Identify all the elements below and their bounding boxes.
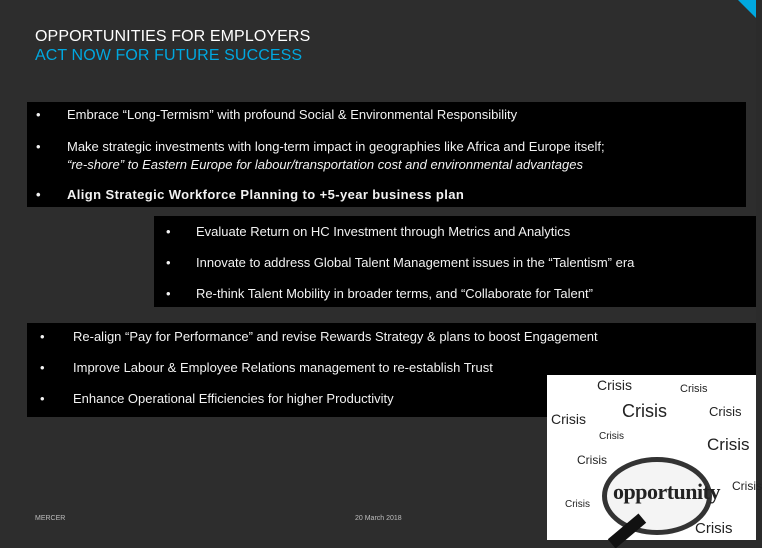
bullet-dot: • <box>36 139 41 154</box>
bullet-dot: • <box>40 329 45 344</box>
bottom-bullet-3-text: Enhance Operational Efficiencies for higher Productivity <box>73 391 394 406</box>
top-bullet-3-text: Align Strategic Workforce Planning to +5-year business plan <box>67 187 465 202</box>
crisis-word: Crisis <box>709 404 742 419</box>
crisis-word: Crisis <box>565 499 590 510</box>
crisis-word: Crisis <box>707 435 750 454</box>
footer-date: 20 March 2018 <box>355 515 402 522</box>
top-bullet-2-text-line2: “re-shore” to Eastern Europe for labour/transportation cost and environmental advantages <box>67 157 583 172</box>
corner-accent <box>738 0 756 18</box>
crisis-word: Crisis <box>597 377 632 393</box>
sub-bullet-1-text: Evaluate Return on HC Investment through Metrics and Analytics <box>196 224 571 239</box>
bullet-dot: • <box>166 224 171 239</box>
crisis-word: Crisis <box>622 401 667 421</box>
bullet-dot: • <box>40 391 45 406</box>
sub-bullet-3-text: Re-think Talent Mobility in broader terms, and “Collaborate for Talent” <box>196 286 593 301</box>
crisis-word: Crisis <box>577 453 607 467</box>
title-line-1: OPPORTUNITIES FOR EMPLOYERS <box>35 28 311 45</box>
crisis-word: Crisis <box>732 479 762 493</box>
bottom-bullet-2-text: Improve Labour & Employee Relations management to re-establish Trust <box>73 360 493 375</box>
crisis-word: Crisis <box>599 431 624 442</box>
bullet-dot: • <box>40 360 45 375</box>
top-bullet-1-text: Embrace “Long-Termism” with profound Social & Environmental Responsibility <box>67 107 518 122</box>
bullet-dot: • <box>36 107 41 122</box>
crisis-word: Crisis <box>695 520 733 537</box>
title-line-2: ACT NOW FOR FUTURE SUCCESS <box>35 47 303 64</box>
sub-bullet-2-text: Innovate to address Global Talent Management issues in the “Talentism” era <box>196 255 635 270</box>
bullet-dot: • <box>36 187 41 202</box>
opportunity-word: opportunity <box>613 479 720 504</box>
footer-company: MERCER <box>35 515 66 522</box>
slide-title <box>35 27 310 65</box>
crisis-opportunity-image <box>547 375 762 540</box>
bullet-dot: • <box>166 255 171 270</box>
crisis-word: Crisis <box>551 411 586 427</box>
crisis-word: Crisis <box>680 383 708 395</box>
bottom-bullet-1-text: Re-align “Pay for Performance” and revise Rewards Strategy & plans to boost Engagement <box>73 329 598 344</box>
top-bullet-2-text: Make strategic investments with long-term impact in geographies like Africa and Europe itself; <box>67 139 605 154</box>
bullet-dot: • <box>166 286 171 301</box>
